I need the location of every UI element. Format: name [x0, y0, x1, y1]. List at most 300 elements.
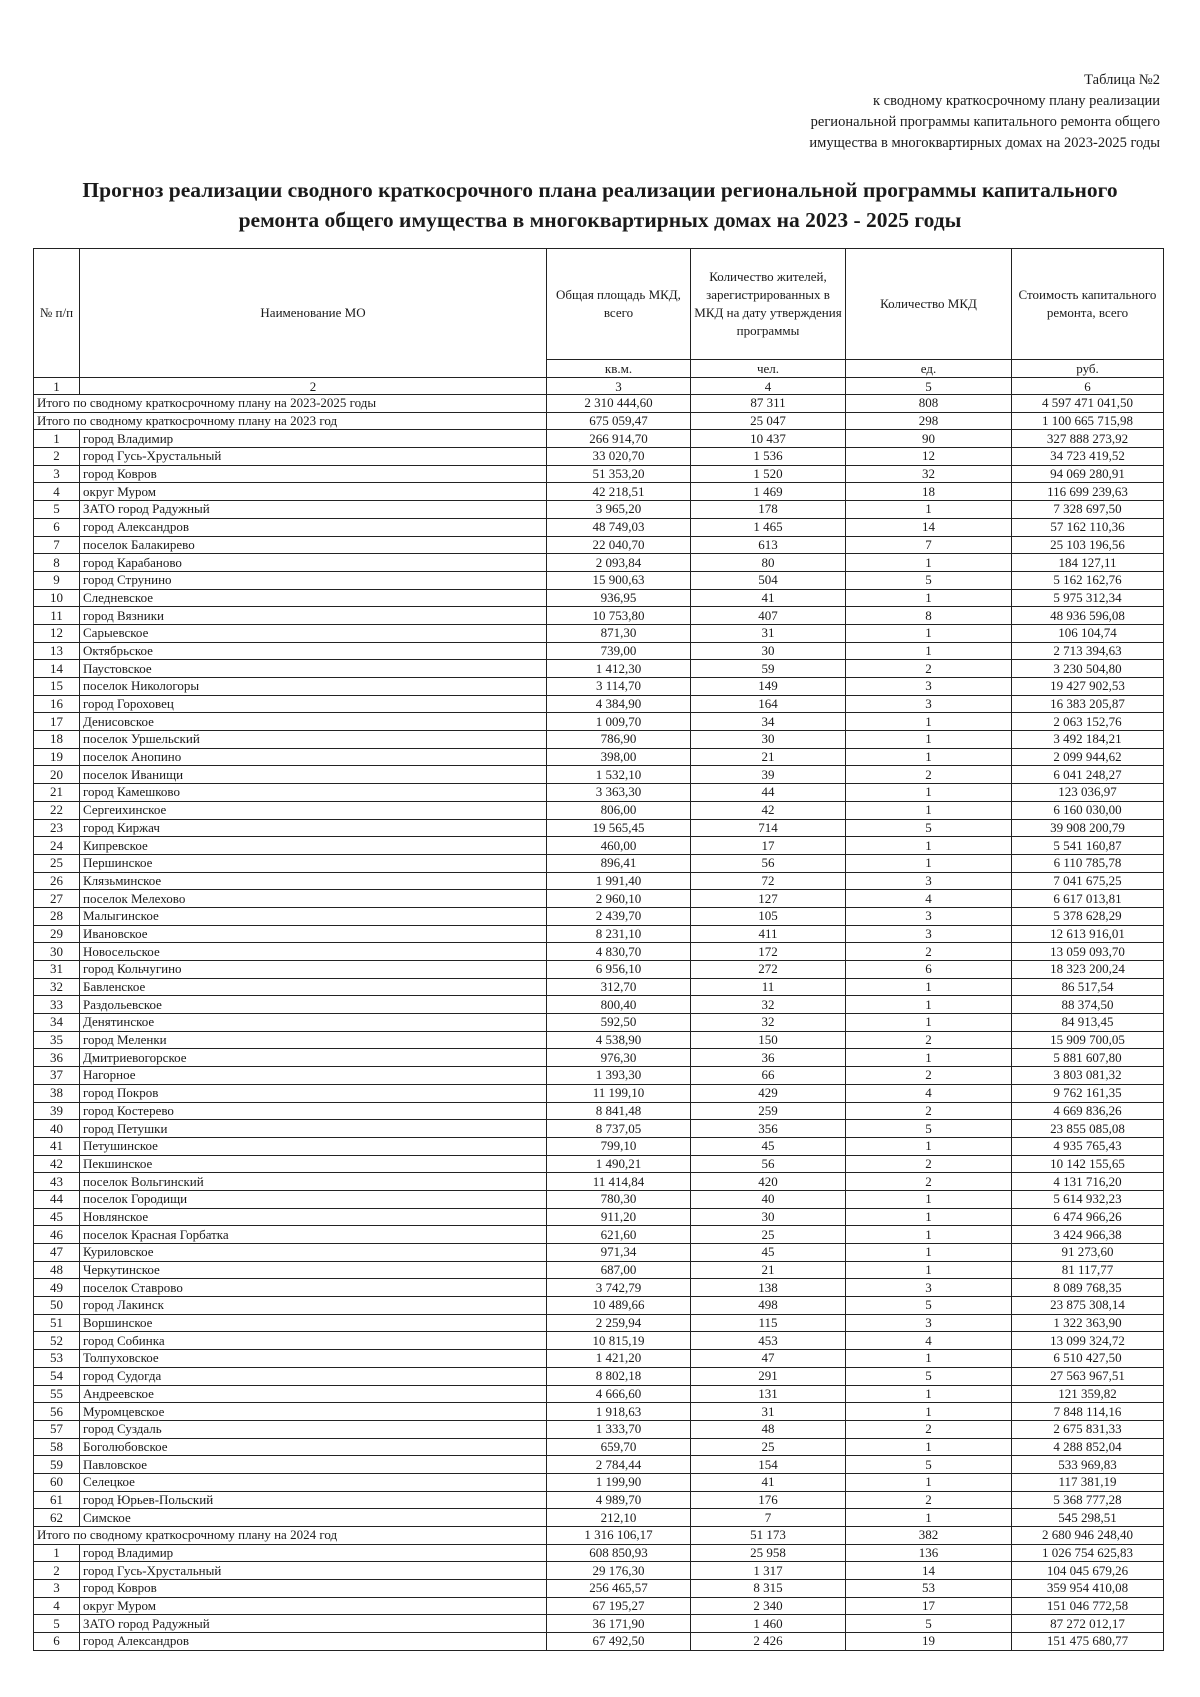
municipality-name: город Лакинск	[80, 1297, 547, 1315]
row-number: 4	[34, 483, 80, 501]
cost-value: 5 541 160,87	[1012, 837, 1164, 855]
row-number: 51	[34, 1314, 80, 1332]
residents-value: 131	[691, 1385, 846, 1403]
count-value: 1	[846, 978, 1012, 996]
table-row	[34, 925, 1164, 943]
area-value: 10 489,66	[547, 1297, 691, 1315]
count-value: 2	[846, 766, 1012, 784]
residents-value: 150	[691, 1031, 846, 1049]
cost-value: 2 063 152,76	[1012, 713, 1164, 731]
cost-value: 18 323 200,24	[1012, 961, 1164, 979]
cost-value: 7 041 675,25	[1012, 872, 1164, 890]
row-number: 49	[34, 1279, 80, 1297]
area-value: 2 259,94	[547, 1314, 691, 1332]
row-number: 40	[34, 1120, 80, 1138]
municipality-name: Боголюбовское	[80, 1438, 547, 1456]
column-number: 6	[1012, 378, 1164, 395]
area-value: 1 009,70	[547, 713, 691, 731]
table-row	[34, 1120, 1164, 1138]
area-value: 1 333,70	[547, 1420, 691, 1438]
area-value: 8 841,48	[547, 1102, 691, 1120]
municipality-name: ЗАТО город Радужный	[80, 501, 547, 519]
cost-value: 5 614 932,23	[1012, 1190, 1164, 1208]
unit-residents: чел.	[691, 360, 846, 378]
count-value: 3	[846, 678, 1012, 696]
row-number: 5	[34, 501, 80, 519]
municipality-name: округ Муром	[80, 1597, 547, 1615]
residents-value: 39	[691, 766, 846, 784]
count-value: 1	[846, 837, 1012, 855]
count-value: 136	[846, 1544, 1012, 1562]
residents-value: 31	[691, 624, 846, 642]
table-row	[34, 1350, 1164, 1368]
area-value: 675 059,47	[547, 412, 691, 430]
municipality-name: город Петушки	[80, 1120, 547, 1138]
municipality-name: город Кольчугино	[80, 961, 547, 979]
row-number: 17	[34, 713, 80, 731]
municipality-name: Новлянское	[80, 1208, 547, 1226]
municipality-name: город Суздаль	[80, 1420, 547, 1438]
row-number: 6	[34, 518, 80, 536]
cost-value: 1 322 363,90	[1012, 1314, 1164, 1332]
table-row	[34, 1049, 1164, 1067]
cost-value: 3 492 184,21	[1012, 731, 1164, 749]
row-number: 55	[34, 1385, 80, 1403]
residents-value: 453	[691, 1332, 846, 1350]
table-total-row	[34, 395, 1164, 413]
municipality-name: город Меленки	[80, 1031, 547, 1049]
residents-value: 504	[691, 571, 846, 589]
municipality-name: Клязьминское	[80, 872, 547, 890]
column-header-name: Наименование МО	[80, 249, 547, 378]
municipality-name: Андреевское	[80, 1385, 547, 1403]
area-value: 806,00	[547, 801, 691, 819]
cost-value: 48 936 596,08	[1012, 607, 1164, 625]
count-value: 1	[846, 642, 1012, 660]
count-value: 12	[846, 448, 1012, 466]
table-row	[34, 1491, 1164, 1509]
area-value: 780,30	[547, 1190, 691, 1208]
municipality-name: поселок Мелехово	[80, 890, 547, 908]
table-row	[34, 1261, 1164, 1279]
count-value: 6	[846, 961, 1012, 979]
count-value: 1	[846, 1137, 1012, 1155]
table-row	[34, 1137, 1164, 1155]
area-value: 6 956,10	[547, 961, 691, 979]
residents-value: 41	[691, 589, 846, 607]
count-value: 1	[846, 1403, 1012, 1421]
cost-value: 359 954 410,08	[1012, 1580, 1164, 1598]
count-value: 1	[846, 801, 1012, 819]
municipality-name: Селецкое	[80, 1473, 547, 1491]
header-note-line: к сводному краткосрочному плану реализации	[872, 93, 1160, 109]
row-number: 57	[34, 1420, 80, 1438]
row-number: 1	[34, 430, 80, 448]
residents-value: 31	[691, 1403, 846, 1421]
table-total-row	[34, 1527, 1164, 1545]
count-value: 5	[846, 1367, 1012, 1385]
table-row	[34, 1084, 1164, 1102]
residents-value: 613	[691, 536, 846, 554]
cost-value: 10 142 155,65	[1012, 1155, 1164, 1173]
row-number: 54	[34, 1367, 80, 1385]
plan-table	[33, 248, 1164, 1651]
count-value: 14	[846, 1562, 1012, 1580]
residents-value: 25 958	[691, 1544, 846, 1562]
row-number: 22	[34, 801, 80, 819]
row-number: 56	[34, 1403, 80, 1421]
residents-value: 11	[691, 978, 846, 996]
table-row	[34, 1438, 1164, 1456]
row-number: 3	[34, 1580, 80, 1598]
residents-value: 149	[691, 678, 846, 696]
residents-value: 10 437	[691, 430, 846, 448]
header-note-line: имущества в многоквартирных домах на 2023-2025 годы	[809, 135, 1160, 151]
column-header-area: Общая площадь МКД, всего	[547, 249, 691, 360]
table-row	[34, 1208, 1164, 1226]
area-value: 256 465,57	[547, 1580, 691, 1598]
area-value: 976,30	[547, 1049, 691, 1067]
table-row	[34, 624, 1164, 642]
row-number: 29	[34, 925, 80, 943]
table-row	[34, 978, 1164, 996]
residents-value: 48	[691, 1420, 846, 1438]
row-number: 2	[34, 448, 80, 466]
cost-value: 1 100 665 715,98	[1012, 412, 1164, 430]
area-value: 1 490,21	[547, 1155, 691, 1173]
row-number: 5	[34, 1615, 80, 1633]
count-value: 2	[846, 1155, 1012, 1173]
cost-value: 7 328 697,50	[1012, 501, 1164, 519]
count-value: 2	[846, 660, 1012, 678]
column-header-count: Количество МКД	[846, 249, 1012, 360]
municipality-name: Малыгинское	[80, 907, 547, 925]
table-row	[34, 1615, 1164, 1633]
row-number: 44	[34, 1190, 80, 1208]
municipality-name: Следневское	[80, 589, 547, 607]
count-value: 1	[846, 501, 1012, 519]
cost-value: 81 117,77	[1012, 1261, 1164, 1279]
area-value: 936,95	[547, 589, 691, 607]
cost-value: 6 510 427,50	[1012, 1350, 1164, 1368]
table-row	[34, 430, 1164, 448]
residents-value: 429	[691, 1084, 846, 1102]
cost-value: 57 162 110,36	[1012, 518, 1164, 536]
row-number: 25	[34, 854, 80, 872]
residents-value: 714	[691, 819, 846, 837]
row-number: 50	[34, 1297, 80, 1315]
column-number: 4	[691, 378, 846, 395]
total-label: Итого по сводному краткосрочному плану на 2023 год	[34, 412, 547, 430]
table-row	[34, 483, 1164, 501]
cost-value: 117 381,19	[1012, 1473, 1164, 1491]
area-value: 971,34	[547, 1244, 691, 1262]
row-number: 46	[34, 1226, 80, 1244]
area-value: 2 960,10	[547, 890, 691, 908]
area-value: 896,41	[547, 854, 691, 872]
title-line: Прогноз реализации сводного краткосрочного плана реализации региональной программы капитального	[82, 178, 1118, 202]
cost-value: 25 103 196,56	[1012, 536, 1164, 554]
cost-value: 533 969,83	[1012, 1456, 1164, 1474]
table-row	[34, 996, 1164, 1014]
count-value: 1	[846, 1014, 1012, 1032]
table-row	[34, 1014, 1164, 1032]
municipality-name: Черкутинское	[80, 1261, 547, 1279]
area-value: 22 040,70	[547, 536, 691, 554]
area-value: 687,00	[547, 1261, 691, 1279]
table-row	[34, 1544, 1164, 1562]
area-value: 608 850,93	[547, 1544, 691, 1562]
table-row	[34, 1597, 1164, 1615]
table-row	[34, 801, 1164, 819]
residents-value: 272	[691, 961, 846, 979]
area-value: 4 666,60	[547, 1385, 691, 1403]
municipality-name: поселок Красная Горбатка	[80, 1226, 547, 1244]
unit-cost: руб.	[1012, 360, 1164, 378]
area-value: 212,10	[547, 1509, 691, 1527]
count-value: 1	[846, 784, 1012, 802]
municipality-name: Октябрьское	[80, 642, 547, 660]
residents-value: 498	[691, 1297, 846, 1315]
municipality-name: Нагорное	[80, 1067, 547, 1085]
table-row	[34, 678, 1164, 696]
cost-value: 104 045 679,26	[1012, 1562, 1164, 1580]
table-row	[34, 642, 1164, 660]
count-value: 5	[846, 1456, 1012, 1474]
area-value: 911,20	[547, 1208, 691, 1226]
residents-value: 7	[691, 1509, 846, 1527]
residents-value: 40	[691, 1190, 846, 1208]
area-value: 1 412,30	[547, 660, 691, 678]
municipality-name: Сарыевское	[80, 624, 547, 642]
residents-value: 411	[691, 925, 846, 943]
column-header-num: № п/п	[34, 249, 80, 378]
cost-value: 2 713 394,63	[1012, 642, 1164, 660]
area-value: 1 991,40	[547, 872, 691, 890]
area-value: 799,10	[547, 1137, 691, 1155]
municipality-name: Першинское	[80, 854, 547, 872]
residents-value: 25	[691, 1438, 846, 1456]
area-value: 739,00	[547, 642, 691, 660]
area-value: 10 815,19	[547, 1332, 691, 1350]
table-row	[34, 571, 1164, 589]
residents-value: 32	[691, 996, 846, 1014]
municipality-name: поселок Никологоры	[80, 678, 547, 696]
residents-value: 45	[691, 1137, 846, 1155]
table-row	[34, 448, 1164, 466]
column-number: 3	[547, 378, 691, 395]
count-value: 18	[846, 483, 1012, 501]
table-row	[34, 554, 1164, 572]
residents-value: 80	[691, 554, 846, 572]
residents-value: 72	[691, 872, 846, 890]
area-value: 1 393,30	[547, 1067, 691, 1085]
row-number: 39	[34, 1102, 80, 1120]
residents-value: 127	[691, 890, 846, 908]
area-value: 3 742,79	[547, 1279, 691, 1297]
area-value: 1 918,63	[547, 1403, 691, 1421]
table-row	[34, 1456, 1164, 1474]
municipality-name: округ Муром	[80, 483, 547, 501]
column-header-cost: Стоимость капитального ремонта, всего	[1012, 249, 1164, 360]
count-value: 1	[846, 1208, 1012, 1226]
municipality-name: Пекшинское	[80, 1155, 547, 1173]
row-number: 38	[34, 1084, 80, 1102]
row-number: 36	[34, 1049, 80, 1067]
cost-value: 5 378 628,29	[1012, 907, 1164, 925]
row-number: 24	[34, 837, 80, 855]
count-value: 3	[846, 925, 1012, 943]
area-value: 266 914,70	[547, 430, 691, 448]
row-number: 3	[34, 465, 80, 483]
municipality-name: город Гусь-Хрустальный	[80, 448, 547, 466]
row-number: 6	[34, 1633, 80, 1651]
row-number: 41	[34, 1137, 80, 1155]
count-value: 3	[846, 1314, 1012, 1332]
area-value: 871,30	[547, 624, 691, 642]
residents-value: 154	[691, 1456, 846, 1474]
residents-value: 2 340	[691, 1597, 846, 1615]
residents-value: 1 469	[691, 483, 846, 501]
table-row	[34, 1155, 1164, 1173]
cost-value: 327 888 273,92	[1012, 430, 1164, 448]
cost-value: 88 374,50	[1012, 996, 1164, 1014]
cost-value: 7 848 114,16	[1012, 1403, 1164, 1421]
count-value: 4	[846, 1084, 1012, 1102]
unit-area: кв.м.	[547, 360, 691, 378]
municipality-name: Сергеихинское	[80, 801, 547, 819]
area-value: 398,00	[547, 748, 691, 766]
count-value: 2	[846, 1420, 1012, 1438]
row-number: 11	[34, 607, 80, 625]
cost-value: 15 909 700,05	[1012, 1031, 1164, 1049]
area-value: 3 965,20	[547, 501, 691, 519]
table-row	[34, 872, 1164, 890]
residents-value: 41	[691, 1473, 846, 1491]
row-number: 28	[34, 907, 80, 925]
cost-value: 4 288 852,04	[1012, 1438, 1164, 1456]
count-value: 5	[846, 819, 1012, 837]
cost-value: 151 046 772,58	[1012, 1597, 1164, 1615]
residents-value: 291	[691, 1367, 846, 1385]
municipality-name: город Александров	[80, 518, 547, 536]
row-number: 21	[34, 784, 80, 802]
count-value: 2	[846, 943, 1012, 961]
area-value: 2 093,84	[547, 554, 691, 572]
row-number: 13	[34, 642, 80, 660]
residents-value: 8 315	[691, 1580, 846, 1598]
count-value: 1	[846, 1190, 1012, 1208]
count-value: 1	[846, 1509, 1012, 1527]
area-value: 19 565,45	[547, 819, 691, 837]
municipality-name: город Киржач	[80, 819, 547, 837]
residents-value: 420	[691, 1173, 846, 1191]
row-number: 58	[34, 1438, 80, 1456]
municipality-name: город Камешково	[80, 784, 547, 802]
cost-value: 23 875 308,14	[1012, 1297, 1164, 1315]
row-number: 12	[34, 624, 80, 642]
cost-value: 16 383 205,87	[1012, 695, 1164, 713]
area-value: 786,90	[547, 731, 691, 749]
residents-value: 178	[691, 501, 846, 519]
count-value: 3	[846, 907, 1012, 925]
cost-value: 4 669 836,26	[1012, 1102, 1164, 1120]
municipality-name: ЗАТО город Радужный	[80, 1615, 547, 1633]
municipality-name: город Ковров	[80, 1580, 547, 1598]
row-number: 45	[34, 1208, 80, 1226]
table-row	[34, 1244, 1164, 1262]
table-row	[34, 943, 1164, 961]
municipality-name: Денятинское	[80, 1014, 547, 1032]
cost-value: 184 127,11	[1012, 554, 1164, 572]
residents-value: 1 536	[691, 448, 846, 466]
table-row	[34, 1173, 1164, 1191]
municipality-name: Куриловское	[80, 1244, 547, 1262]
row-number: 10	[34, 589, 80, 607]
table-row	[34, 748, 1164, 766]
municipality-name: Паустовское	[80, 660, 547, 678]
municipality-name: поселок Балакирево	[80, 536, 547, 554]
document-title	[30, 175, 1170, 235]
cost-value: 2 099 944,62	[1012, 748, 1164, 766]
count-value: 4	[846, 890, 1012, 908]
area-value: 36 171,90	[547, 1615, 691, 1633]
count-value: 2	[846, 1491, 1012, 1509]
table-row	[34, 1226, 1164, 1244]
municipality-name: Воршинское	[80, 1314, 547, 1332]
table-row	[34, 731, 1164, 749]
cost-value: 116 699 239,63	[1012, 483, 1164, 501]
table-row	[34, 890, 1164, 908]
count-value: 3	[846, 695, 1012, 713]
municipality-name: Муромцевское	[80, 1403, 547, 1421]
residents-value: 44	[691, 784, 846, 802]
area-value: 1 421,20	[547, 1350, 691, 1368]
table-row	[34, 854, 1164, 872]
count-value: 1	[846, 1226, 1012, 1244]
count-value: 3	[846, 1279, 1012, 1297]
count-value: 1	[846, 1350, 1012, 1368]
area-value: 3 363,30	[547, 784, 691, 802]
row-number: 33	[34, 996, 80, 1014]
count-value: 14	[846, 518, 1012, 536]
header-note	[640, 70, 1160, 154]
area-value: 29 176,30	[547, 1562, 691, 1580]
area-value: 11 414,84	[547, 1173, 691, 1191]
cost-value: 4 131 716,20	[1012, 1173, 1164, 1191]
table-row	[34, 1420, 1164, 1438]
area-value: 2 439,70	[547, 907, 691, 925]
municipality-name: поселок Вольгинский	[80, 1173, 547, 1191]
municipality-name: Бавленское	[80, 978, 547, 996]
table-row	[34, 1279, 1164, 1297]
count-value: 5	[846, 1297, 1012, 1315]
count-value: 808	[846, 395, 1012, 413]
column-header-residents: Количество жителей, зарегистрированных в МКД на дату утверждения программы	[691, 249, 846, 360]
count-value: 298	[846, 412, 1012, 430]
count-value: 1	[846, 1385, 1012, 1403]
municipality-name: Павловское	[80, 1456, 547, 1474]
municipality-name: Толпуховское	[80, 1350, 547, 1368]
municipality-name: поселок Анопино	[80, 748, 547, 766]
cost-value: 6 160 030,00	[1012, 801, 1164, 819]
residents-value: 45	[691, 1244, 846, 1262]
municipality-name: город Струнино	[80, 571, 547, 589]
municipality-name: Денисовское	[80, 713, 547, 731]
total-label: Итого по сводному краткосрочному плану на 2024 год	[34, 1527, 547, 1545]
area-value: 1 316 106,17	[547, 1527, 691, 1545]
count-value: 1	[846, 1473, 1012, 1491]
